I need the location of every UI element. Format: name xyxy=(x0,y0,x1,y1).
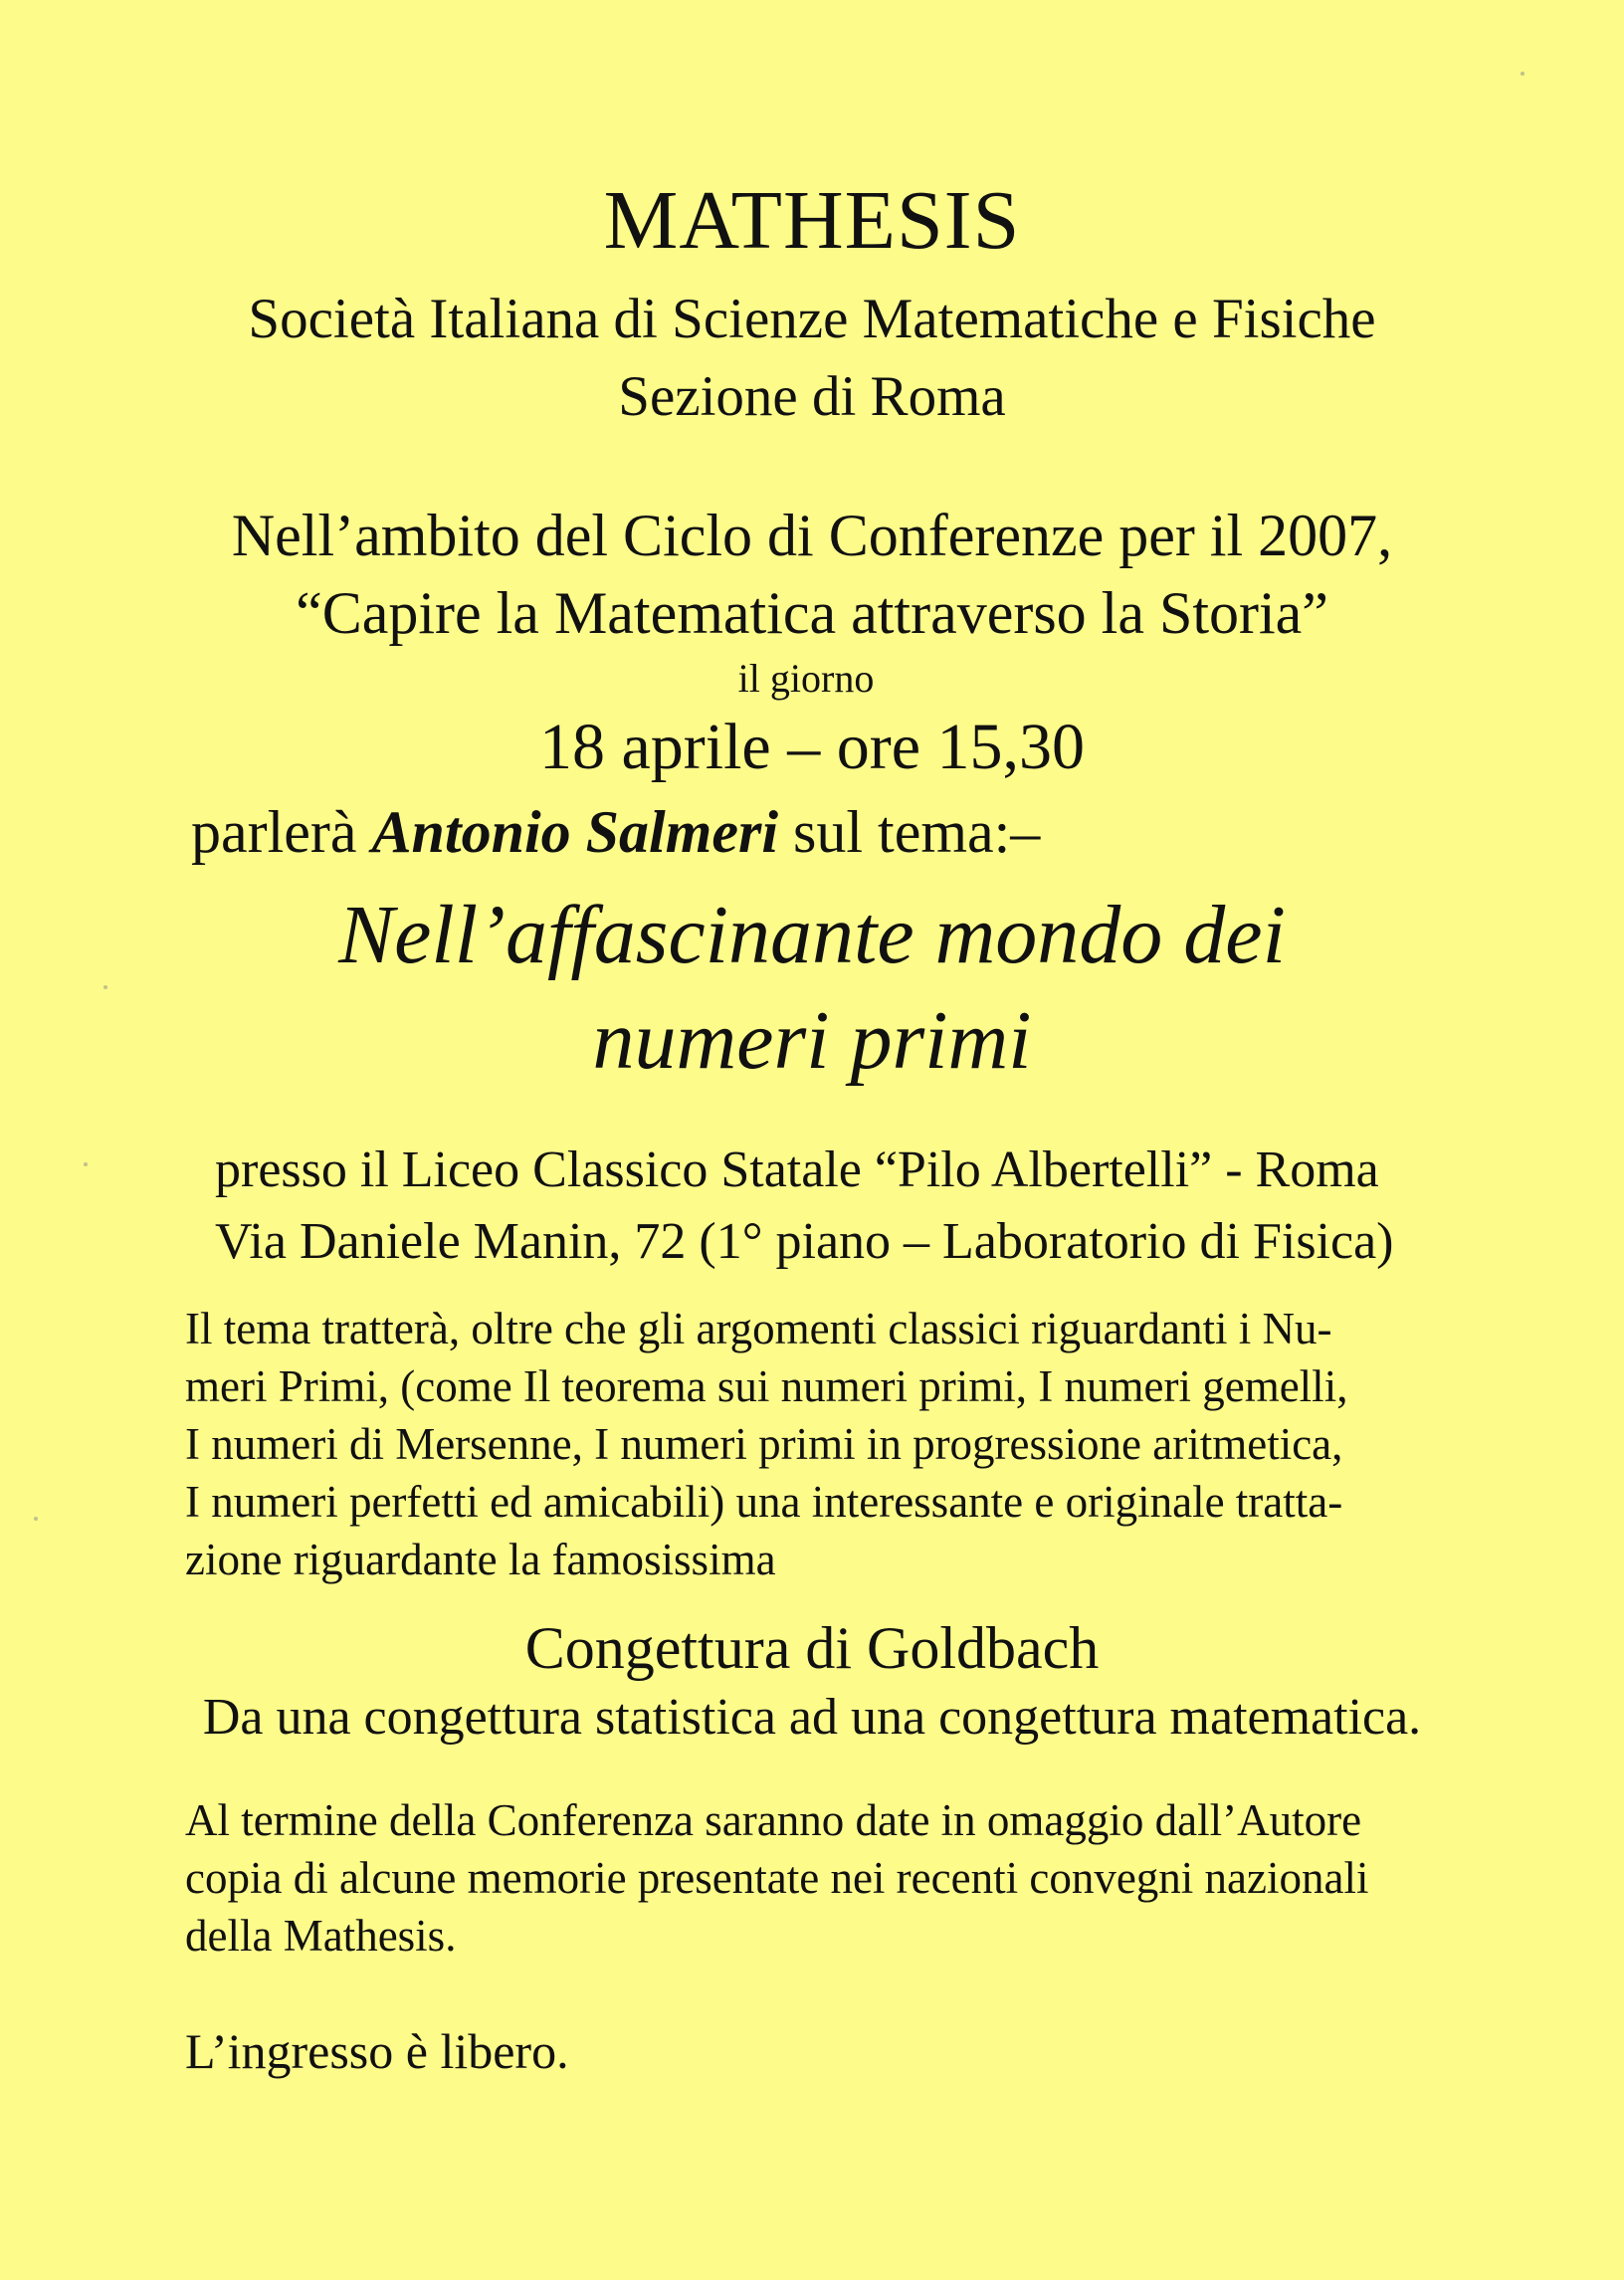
speaker-prefix: parlerà xyxy=(191,799,357,865)
scan-speck xyxy=(1521,72,1524,76)
day-label: il giorno xyxy=(737,656,875,701)
address-line: Via Daniele Manin, 72 (1° piano – Laboratorio di Fisica) xyxy=(215,1213,1394,1270)
conference-cycle-line: Nell’ambito del Ciclo di Conferenze per il 2007, xyxy=(231,503,1393,568)
gift-line: della Mathesis. xyxy=(185,1911,457,1961)
scan-speck xyxy=(84,1162,88,1166)
description-line: Il tema tratterà, oltre che gli argomenti classici riguardanti i Nu- xyxy=(185,1304,1332,1353)
entry-note: L’ingresso è libero. xyxy=(185,2023,569,2079)
organization-subtitle: Società Italiana di Scienze Matematiche e Fisiche xyxy=(248,288,1376,350)
gift-line: Al termine della Conferenza saranno date in omaggio dall’Autore xyxy=(185,1795,1362,1845)
conjecture-title: Congettura di Goldbach xyxy=(524,1615,1100,1681)
talk-title-line-2: numeri primi xyxy=(592,994,1032,1087)
scan-speck xyxy=(103,985,107,989)
speaker-name: Antonio Salmeri xyxy=(371,799,778,865)
venue-line: presso il Liceo Classico Statale “Pilo Albertelli” - Roma xyxy=(215,1141,1379,1198)
organization-section: Sezione di Roma xyxy=(618,365,1006,428)
talk-title-line-1: Nell’affascinante mondo dei xyxy=(338,889,1286,981)
scan-speck xyxy=(34,1517,38,1521)
description-line: I numeri di Mersenne, I numeri primi in progressione aritmetica, xyxy=(185,1419,1343,1469)
gift-line: copia di alcune memorie presentate nei recenti convegni nazionali xyxy=(185,1853,1369,1903)
description-line: meri Primi, (come Il teorema sui numeri primi, I numeri gemelli, xyxy=(185,1361,1348,1411)
conjecture-subtitle: Da una congettura statistica ad una congettura matematica. xyxy=(202,1689,1422,1746)
speaker-line xyxy=(191,799,1041,865)
description-line: I numeri perfetti ed amicabili) una interessante e originale tratta- xyxy=(185,1477,1343,1527)
speaker-suffix: sul tema:– xyxy=(793,799,1041,865)
conference-cycle-title: “Capire la Matematica attraverso la Storia” xyxy=(296,580,1328,646)
description-line: zione riguardante la famosissima xyxy=(185,1535,776,1584)
event-date-time: 18 aprile – ore 15,30 xyxy=(538,711,1085,783)
organization-title: MATHESIS xyxy=(603,174,1021,267)
